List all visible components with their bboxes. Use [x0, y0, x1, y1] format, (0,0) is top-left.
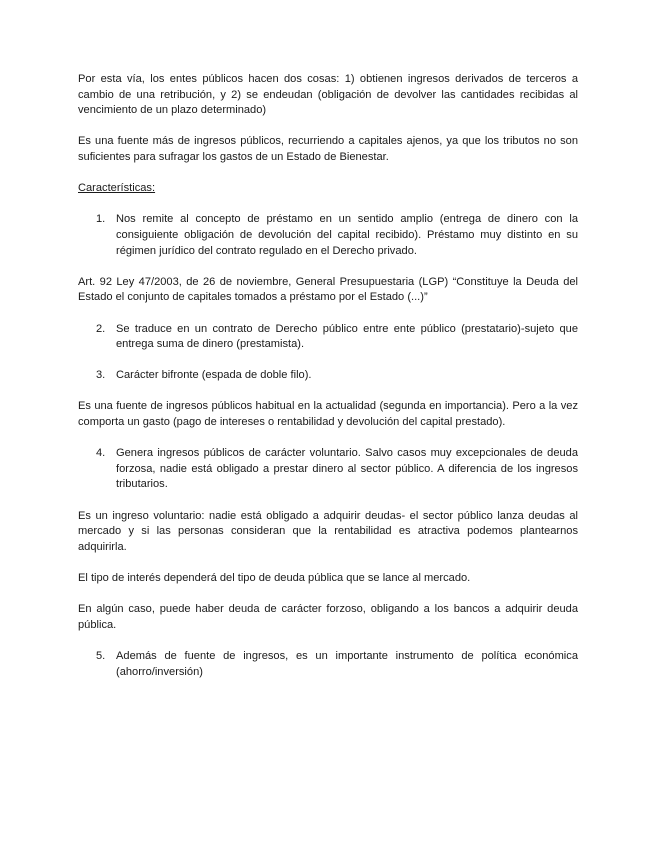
paragraph-fuente: Es una fuente más de ingresos públicos, recurriendo a capitales ajenos, ya que los tributos no son suficientes para sufragar los gastos de un Estado de Bienestar.: [78, 135, 578, 163]
list-item-group-2: [78, 322, 578, 353]
list-item-number: 3.: [96, 369, 106, 382]
document-page: [78, 72, 578, 696]
list-item-group-3: [78, 368, 578, 384]
list-item-group-5: [78, 649, 578, 680]
list-item-text: Genera ingresos públicos de carácter voluntario. Salvo casos muy excepcionales de deuda forzosa, nadie está obligado a prestar dinero al sector público. A diferencia de los ingresos tributarios.: [116, 447, 578, 491]
paragraph-forzoso: En algún caso, puede haber deuda de carácter forzoso, obligando a los bancos a adquirir deuda pública.: [78, 603, 578, 631]
list-item-text: Además de fuente de ingresos, es un importante instrumento de política económica (ahorro/inversión): [116, 649, 578, 678]
list-item: [78, 322, 578, 353]
list-item-number: 2.: [96, 322, 106, 335]
list-item: [78, 212, 578, 259]
paragraph-tipo-interes: El tipo de interés dependerá del tipo de deuda pública que se lance al mercado.: [78, 572, 471, 584]
list-item-number: 4.: [96, 447, 106, 460]
list-item: [78, 446, 578, 493]
list-item-number: 1.: [96, 213, 106, 226]
list-item-group-4: [78, 446, 578, 493]
list-item-number: 5.: [96, 649, 106, 662]
list-item-text: Nos remite al concepto de préstamo en un sentido amplio (entrega de dinero con la consiguiente obligación de devolución del capital recibido). Préstamo muy distinto en su régimen jurídico del contrato regulado en el Derecho privado.: [116, 213, 578, 257]
list-item: [78, 649, 578, 680]
paragraph-article: Art. 92 Ley 47/2003, de 26 de noviembre, General Presupuestaria (LGP) “Constituye la Deuda del Estado el conjunto de capitales tomados a préstamo por el Estado (...)”: [78, 275, 578, 304]
list-item-text: Carácter bifronte (espada de doble filo).: [116, 369, 312, 382]
list-item-group-1: [78, 212, 578, 259]
paragraph-voluntario: Es un ingreso voluntario: nadie está obligado a adquirir deudas- el sector público lanza deudas al mercado y si las personas consideran que la rentabilidad es atractiva podemos plantearnos adquirirla.: [78, 509, 578, 553]
paragraph-habitual: Es una fuente de ingresos públicos habitual en la actualidad (segunda en importancia). Pero a la vez comporta un gasto (pago de intereses o rentabilidad y devolución del capital prestado).: [78, 400, 578, 429]
list-item: [78, 368, 578, 384]
paragraph-intro: Por esta vía, los entes públicos hacen dos cosas: 1) obtienen ingresos derivados de terceros a cambio de una retribución, y 2) se endeudan (obligación de devolver las cantidades recibidas al vencimiento de un plazo determinado): [78, 73, 578, 117]
section-heading: Características:: [78, 182, 156, 195]
list-item-text: Se traduce en un contrato de Derecho público entre ente público (prestatario)-sujeto que entrega suma de dinero (prestamista).: [116, 322, 578, 351]
